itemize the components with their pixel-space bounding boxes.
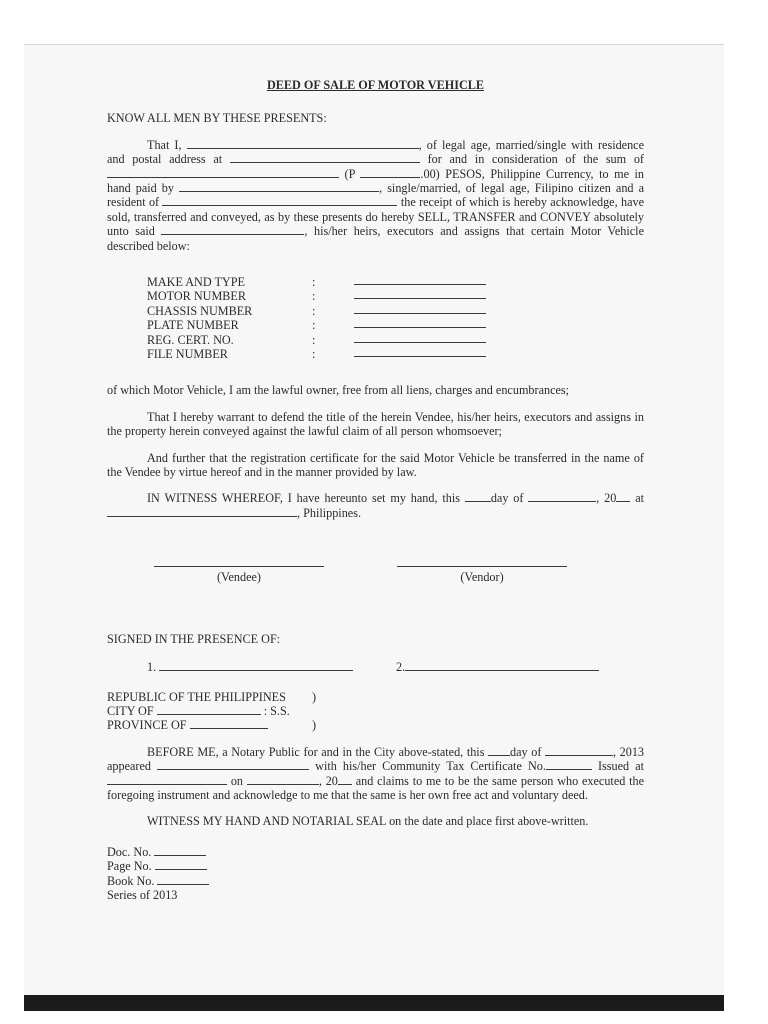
month-blank (528, 491, 596, 502)
signed-presence-heading: SIGNED IN THE PRESENCE OF: (107, 632, 281, 647)
province-label: PROVINCE OF (107, 718, 190, 733)
bracket: ) (312, 718, 317, 733)
witness-text-2: day of (490, 491, 529, 506)
vehicle-label: FILE NUMBER (147, 347, 228, 362)
sale-text-7: the receipt of which is hereby acknowledge, have sold, transferred and conveyed, as by these presents do hereby SELL, TRANSFER and CONVEY absolutely unto said (107, 195, 644, 239)
sale-text-1: That I, (147, 137, 187, 152)
said-vendee-blank (161, 224, 304, 235)
ss-label: : S.S. (260, 704, 290, 719)
page-no-label: Page No. (107, 859, 155, 874)
sale-text-3: for and in consideration of the sum of (419, 152, 644, 167)
notary-day-blank (488, 745, 510, 756)
vehicle-label: PLATE NUMBER (147, 318, 239, 333)
series-row: Series of 2013 (107, 888, 178, 903)
amount-figures-blank (360, 167, 420, 178)
vendor-name-blank (187, 138, 419, 149)
province-row (107, 718, 644, 732)
notary-text-7: , 20 (318, 773, 338, 788)
doc-no-label: Doc. No. (107, 844, 155, 859)
doc-no-row (107, 845, 644, 859)
vendor-signature-line (397, 566, 567, 567)
docket-block (107, 845, 644, 903)
vendee-name-blank (179, 181, 379, 192)
amount-words-blank (107, 167, 339, 178)
witness-two-number: 2. (396, 659, 406, 674)
vehicle-details-table (147, 275, 507, 361)
vehicle-row-reg-cert (147, 333, 507, 347)
year-blank (616, 491, 630, 502)
vehicle-colon: : (312, 275, 316, 290)
witness-text-1: IN WITNESS WHEREOF, I have hereunto set my hand, this (147, 491, 465, 506)
vehicle-row-motor (147, 289, 507, 303)
sale-paragraph (107, 138, 644, 253)
appeared-name-blank (157, 759, 309, 770)
book-no-label: Book No. (107, 873, 158, 888)
document-title: DEED OF SALE OF MOTOR VEHICLE (266, 78, 485, 92)
book-no-blank (157, 874, 209, 885)
vehicle-label: CHASSIS NUMBER (147, 303, 253, 318)
vehicle-blank (354, 289, 486, 299)
witness-one (147, 660, 353, 674)
address-blank (230, 152, 420, 163)
sale-text-4: (P (339, 166, 361, 181)
vehicle-colon: : (312, 347, 316, 362)
vehicle-blank (354, 275, 486, 285)
witness-signatures (107, 660, 644, 678)
province-blank (190, 718, 268, 729)
notary-paragraph (107, 745, 644, 803)
vehicle-label: MAKE AND TYPE (147, 275, 245, 290)
witness-two (396, 660, 599, 674)
sale-text-6: , single/married, of legal age, Filipino citizen and a resident of (107, 181, 644, 210)
vendor-signature (392, 566, 572, 584)
vehicle-blank (354, 333, 486, 343)
notary-text-8: and claims to me to be the same person who executed the foregoing instrument and acknowledge to me that the same is her own free act and voluntary deed. (107, 773, 645, 803)
signature-area (107, 566, 644, 606)
witness-one-blank (159, 660, 353, 671)
witness-text-3: , 20 (596, 491, 617, 506)
viewer-bottom-bar (24, 995, 724, 1011)
vehicle-label: REG. CERT. NO. (147, 332, 234, 347)
city-label: CITY OF (107, 704, 157, 719)
witness-text-4: at (630, 491, 645, 506)
vendee-label: (Vendee) (217, 570, 261, 585)
ownership-paragraph: of which Motor Vehicle, I am the lawful owner, free from all liens, charges and encumbrances; (107, 383, 570, 398)
city-blank (157, 704, 261, 715)
page-no-row (107, 859, 644, 873)
intro-line: KNOW ALL MEN BY THESE PRESENTS: (107, 111, 327, 126)
book-no-row (107, 874, 644, 888)
vehicle-colon: : (312, 332, 316, 347)
sale-text-5: .00) PESOS, Philippine Currency, to me in hand paid by (107, 166, 644, 196)
notary-text-5: Issued at (591, 759, 644, 774)
notarial-seal-line: WITNESS MY HAND AND NOTARIAL SEAL on the date and place first above-written. (147, 814, 589, 829)
residence-blank (162, 195, 397, 206)
notary-text-3: , 2013 appeared (107, 744, 645, 774)
notary-text-6: on (227, 773, 247, 788)
notary-month-blank (545, 745, 613, 756)
witness-two-blank (405, 660, 599, 671)
notary-text-1: BEFORE ME, a Notary Public for and in the City above-stated, this (147, 744, 489, 759)
vendee-signature-line (154, 566, 324, 567)
bracket: ) (312, 689, 317, 704)
vehicle-row-chassis (147, 304, 507, 318)
page-no-blank (155, 859, 207, 870)
notary-year-blank (338, 774, 352, 785)
sale-text-2: , of legal age, married/single with residence and postal address at (107, 137, 644, 167)
vehicle-row-file (147, 347, 507, 361)
vehicle-blank (354, 347, 486, 357)
day-blank (465, 491, 491, 502)
republic-row (107, 690, 644, 704)
vehicle-label: MOTOR NUMBER (147, 289, 246, 304)
warranty-paragraph: That I hereby warrant to defend the title of the herein Vendee, his/her heirs, executors and assigns in the property herein conveyed against the lawful claim of all person whomsoever; (107, 409, 644, 439)
vehicle-row-plate (147, 318, 507, 332)
ctc-number-blank (546, 759, 592, 770)
vehicle-colon: : (312, 318, 316, 333)
notary-text-2: day of (510, 744, 545, 759)
vehicle-row-make (147, 275, 507, 289)
doc-no-blank (154, 845, 206, 856)
registration-paragraph: And further that the registration certificate for the said Motor Vehicle be transferred in the name of the Vendee by virtue hereof and in the manner provided by law. (107, 450, 644, 480)
vehicle-blank (354, 304, 486, 314)
deed-document (107, 78, 644, 902)
witness-text-5: , Philippines. (297, 505, 361, 520)
witness-paragraph (107, 491, 644, 520)
witness-one-number: 1. (147, 659, 157, 674)
jurisdiction-block (107, 690, 644, 733)
issued-on-blank (247, 774, 319, 785)
republic-text: REPUBLIC OF THE PHILIPPINES (107, 689, 286, 704)
issued-at-blank (107, 774, 227, 785)
vehicle-colon: : (312, 289, 316, 304)
sale-text-8: , his/her heirs, executors and assigns that certain Motor Vehicle described below: (107, 224, 644, 253)
notary-text-4: with his/her Community Tax Certificate No. (309, 759, 546, 774)
vehicle-colon: : (312, 303, 316, 318)
vendor-label: (Vendor) (460, 570, 504, 585)
city-row (107, 704, 644, 718)
vehicle-blank (354, 318, 486, 328)
vendee-signature (149, 566, 329, 584)
place-blank (107, 506, 297, 517)
